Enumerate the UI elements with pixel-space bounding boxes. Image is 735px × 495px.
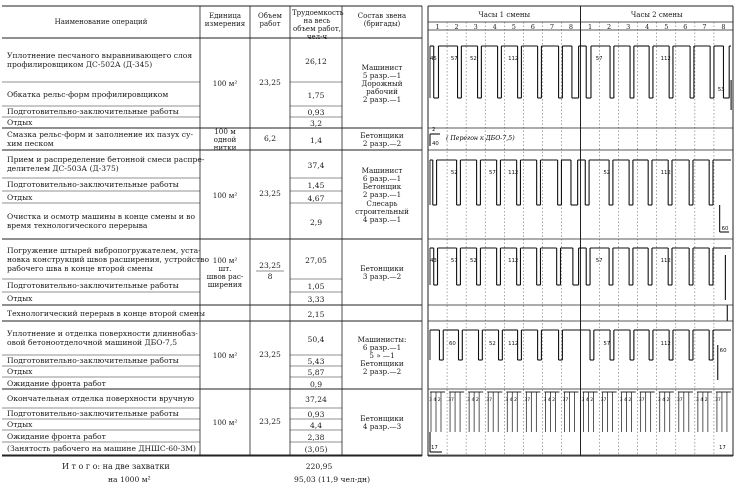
schedule-minutes-label: 60 xyxy=(448,341,456,347)
labor-value: 3,33 xyxy=(307,295,325,304)
schedule-minutes-label: 112 xyxy=(660,56,671,62)
header-shift-2: Часы 2 смены xyxy=(630,11,683,19)
operation-name: Отдых xyxy=(7,118,33,127)
unit-value: швов рас- xyxy=(206,272,244,281)
hour-number: 7 xyxy=(702,22,707,31)
crew-value: 2 разр.—2 xyxy=(362,139,402,148)
schedule-minutes-label: 17 xyxy=(431,445,438,451)
operation-name: Отдых xyxy=(7,294,33,303)
schedule-minutes-label: 37 xyxy=(562,398,569,403)
schedule-minutes-label: 57 xyxy=(595,258,603,264)
hour-number: 7 xyxy=(549,22,554,31)
crew-value: Дорожный xyxy=(361,78,403,88)
operation-name: Ожидание фронта работ xyxy=(7,431,106,441)
labor-value: 2,15 xyxy=(307,309,325,319)
crew-value: Машинисты: xyxy=(357,334,407,344)
unit-value: нитки xyxy=(213,143,237,152)
operation-name: Отдых xyxy=(7,420,33,429)
schedule-minutes-label: 37 xyxy=(524,398,531,403)
operation-name: овой бетоноотделочной машиной ДБО-7,5 xyxy=(7,338,178,347)
header-shift-1: Часы 1 смены xyxy=(478,11,531,19)
labor-value: 50,4 xyxy=(307,334,325,344)
operation-name: Подготовительно-заключительные работы xyxy=(7,281,179,290)
operation-name: время технологического перерыва xyxy=(7,221,148,230)
labor-value: 1,45 xyxy=(307,181,325,190)
hour-number: 5 xyxy=(511,22,516,31)
schedule-minutes-label: 60 xyxy=(721,226,729,232)
crew-value: строительный xyxy=(355,206,409,216)
operation-name: Технологический перерыв в конце второй смены xyxy=(7,308,206,318)
schedule-minutes-label: 112 xyxy=(508,341,519,347)
schedule-minutes-label: 2 xyxy=(432,127,436,133)
unit-value: 100 м² xyxy=(212,256,238,265)
hour-number: 1 xyxy=(587,22,593,31)
hour-number: 2 xyxy=(607,22,612,31)
schedule-minutes-label: 57 xyxy=(450,56,458,62)
crew-value: 3 разр.—2 xyxy=(362,272,402,281)
operation-name: Уплотнение и отделка поверхности длиннобаз- xyxy=(7,329,198,338)
schedule-minutes-label: 52 xyxy=(489,341,496,347)
hour-number: 8 xyxy=(721,22,726,31)
operation-name: Подготовительно-заключительные работы xyxy=(7,409,179,418)
schedule-minutes-label: 112 xyxy=(508,258,519,264)
hour-number: 4 xyxy=(645,22,650,31)
schedule-minutes-label: 52 xyxy=(469,56,477,62)
operation-name: рабочего шва в конце второй смены xyxy=(7,263,153,273)
schedule-minutes-label: 112 xyxy=(660,170,671,176)
hour-number: 4 xyxy=(492,22,497,31)
operation-name: Подготовительно-заключительные работы xyxy=(7,180,179,189)
totals-value-1: 220,95 xyxy=(305,462,333,471)
labor-value: 2,38 xyxy=(307,432,325,442)
unit-value: ширения xyxy=(207,280,243,289)
unit-value: шт. xyxy=(218,264,232,273)
crew-value: Бетонщики xyxy=(360,413,404,423)
operation-name: Прием и распределение бетонной смеси распре- xyxy=(7,155,205,164)
hour-number: 3 xyxy=(473,22,478,31)
operation-name: профилировщиком ДС-502А (Д-345) xyxy=(7,60,153,69)
crew-value: 2 разр.—2 xyxy=(362,367,402,377)
labor-value: 5,87 xyxy=(307,368,325,377)
schedule-minutes-label: 112 xyxy=(660,341,671,347)
crew-value: Слесарь xyxy=(366,198,398,208)
schedule-minutes-label: 17 xyxy=(719,445,726,451)
crew-value: 6 разр.—1 xyxy=(362,342,402,352)
schedule-minutes-label: 3 4 2 xyxy=(543,398,556,403)
totals-value-2: 95,03 (11,9 чел-дн) xyxy=(294,475,371,484)
schedule-minutes-label: 40 xyxy=(432,141,439,147)
schedule-minutes-label: 45 xyxy=(430,56,437,62)
operation-name: Обкатка рельс-форм профилировщиком xyxy=(7,89,169,99)
labor-value: 2,9 xyxy=(309,217,323,227)
unit-value: 100 м² xyxy=(212,351,238,360)
labor-value: (3,05) xyxy=(304,445,328,454)
operation-name: Подготовительно-заключительные работы xyxy=(7,356,179,365)
schedule-minutes-label: 112 xyxy=(660,258,671,264)
header-unit: Единица измерения xyxy=(204,12,246,28)
schedule-minutes-label: 37 xyxy=(600,398,607,403)
labor-value: 4,4 xyxy=(309,421,323,430)
volume-value: 23,25 xyxy=(259,189,281,198)
labor-value: 4,67 xyxy=(307,193,325,203)
schedule-minutes-label: 60 xyxy=(719,348,727,354)
labor-value: 1,05 xyxy=(307,282,325,291)
schedule-minutes-label: 3 4 2 xyxy=(467,398,479,403)
operation-name: хим песком xyxy=(7,139,54,148)
unit-value: одной xyxy=(213,135,237,144)
labor-value: 27,05 xyxy=(305,255,327,265)
labor-value: 37,24 xyxy=(305,395,327,404)
crew-value: 2 разр.—1 xyxy=(362,95,402,105)
schedule-minutes-label: 37 xyxy=(638,398,645,403)
crew-value: 6 разр.—1 xyxy=(362,174,402,183)
schedule-minutes-label: 57 xyxy=(489,170,496,176)
schedule-minutes-label: 53 xyxy=(717,87,725,93)
schedule-minutes-label: 112 xyxy=(508,170,519,176)
operation-name: делителем ДС-503А (Д-375) xyxy=(7,164,119,173)
schedule-minutes-label: 52 xyxy=(450,170,458,176)
operation-name: Очистка и осмотр машины в конце смены и во xyxy=(7,212,196,221)
header-operation: Наименование операций xyxy=(54,18,148,26)
header-volume: Объем работ xyxy=(258,12,282,28)
header-crew: Состав звена (бригады) xyxy=(357,12,407,28)
schedule-minutes-label: 37 xyxy=(714,398,721,403)
crew-value: Бетонщик xyxy=(362,182,402,192)
unit-value: 100 м² xyxy=(212,79,238,88)
labor-value: 26,12 xyxy=(305,56,327,66)
operation-name: Ожидание фронта работ xyxy=(7,378,106,388)
crew-value: 5 разр.—1 xyxy=(362,70,402,80)
labor-value: 37,4 xyxy=(307,160,325,170)
volume-value: 23,25 xyxy=(259,416,281,426)
volume-value: 6,2 xyxy=(263,133,277,143)
schedule-minutes-label: 37 xyxy=(486,398,493,403)
volume-value: 23,25 xyxy=(259,349,281,359)
schedule-minutes-label: 3 4 2 xyxy=(505,398,517,403)
peregon-note: ( Перегон к ДБО-7,5) xyxy=(446,135,515,142)
unit-value: 100 м² xyxy=(212,190,238,200)
totals-label: И т о г о: на две захватки xyxy=(62,462,170,471)
volume-value: 8 xyxy=(267,272,273,281)
schedule-minutes-label: 43 xyxy=(430,258,437,264)
operation-name: новка конструкций швов расширения, устройство xyxy=(7,254,210,264)
schedule-minutes-label: 3 4 2 xyxy=(619,398,632,403)
header-labor: Трудоемкость на весь объем работ, чел-ч xyxy=(292,9,344,41)
labor-value: 0,93 xyxy=(307,108,325,117)
volume-value: 23,25 xyxy=(259,261,281,270)
hour-number: 5 xyxy=(664,22,669,31)
labor-value: 5,43 xyxy=(307,357,325,366)
crew-value: Бетонщики xyxy=(360,263,404,273)
labor-value: 1,4 xyxy=(309,135,323,145)
labor-value: 0,9 xyxy=(309,379,323,389)
schedule-minutes-label: 3 4 2 xyxy=(657,398,670,403)
schedule-minutes-label: 3 4 2 xyxy=(695,398,708,403)
schedule-minutes-label: 3 4 2 xyxy=(429,398,441,403)
crew-value: 4 разр.—1 xyxy=(362,215,402,224)
hour-number: 3 xyxy=(626,22,631,31)
schedule-minutes-label: 52 xyxy=(603,170,611,176)
unit-value: 100 м² xyxy=(212,418,238,427)
operation-name: Смазка рельс-форм и заполнение их пазух су- xyxy=(7,130,194,139)
schedule-minutes-label: 37 xyxy=(448,398,454,403)
crew-value: Бетонщики xyxy=(360,359,404,369)
totals-per: на 1000 м² xyxy=(108,475,151,484)
hour-number: 8 xyxy=(568,22,574,31)
crew-value: 4 разр.—3 xyxy=(362,422,402,431)
schedule-minutes-label: 112 xyxy=(508,56,519,62)
crew-value: Бетонщики xyxy=(360,130,404,140)
schedule-minutes-label: 57 xyxy=(450,258,458,264)
operation-name: Отдых xyxy=(7,367,33,376)
labor-value: 3,2 xyxy=(309,119,323,128)
labor-value: 1,75 xyxy=(307,90,325,100)
unit-value: 100 м xyxy=(214,127,236,136)
crew-value: 5 » —1 xyxy=(369,350,395,360)
crew-value: 2 разр.—1 xyxy=(362,190,402,200)
crew-value: Машинист xyxy=(361,165,403,175)
schedule-minutes-label: 37 xyxy=(676,398,683,403)
labor-value: 0,93 xyxy=(307,410,325,419)
schedule-minutes-label: 57 xyxy=(603,341,611,347)
operation-name: Окончательная отделка поверхности вручную xyxy=(7,394,194,403)
schedule-minutes-label: 52 xyxy=(469,258,477,264)
hour-number: 6 xyxy=(683,22,688,31)
crew-value: Машинист xyxy=(361,62,403,72)
schedule-minutes-label: 57 xyxy=(595,56,603,62)
volume-value: 23,25 xyxy=(259,77,281,87)
operation-name: (Занятость рабочего на машине ДНШС-60-3М) xyxy=(7,444,197,453)
operation-name: Погружение штырей вибропогружателем, уста- xyxy=(7,245,201,255)
operation-name: Уплотнение песчаного выравнивающего слоя xyxy=(7,51,193,60)
operation-name: Отдых xyxy=(7,192,33,202)
crew-value: рабочий xyxy=(366,87,398,97)
operation-name: Подготовительно-заключительные работы xyxy=(7,107,179,116)
hour-number: 1 xyxy=(435,22,440,31)
hour-number: 2 xyxy=(454,22,459,31)
hour-number: 6 xyxy=(530,22,535,31)
schedule-minutes-label: 3 4 2 xyxy=(581,398,594,403)
